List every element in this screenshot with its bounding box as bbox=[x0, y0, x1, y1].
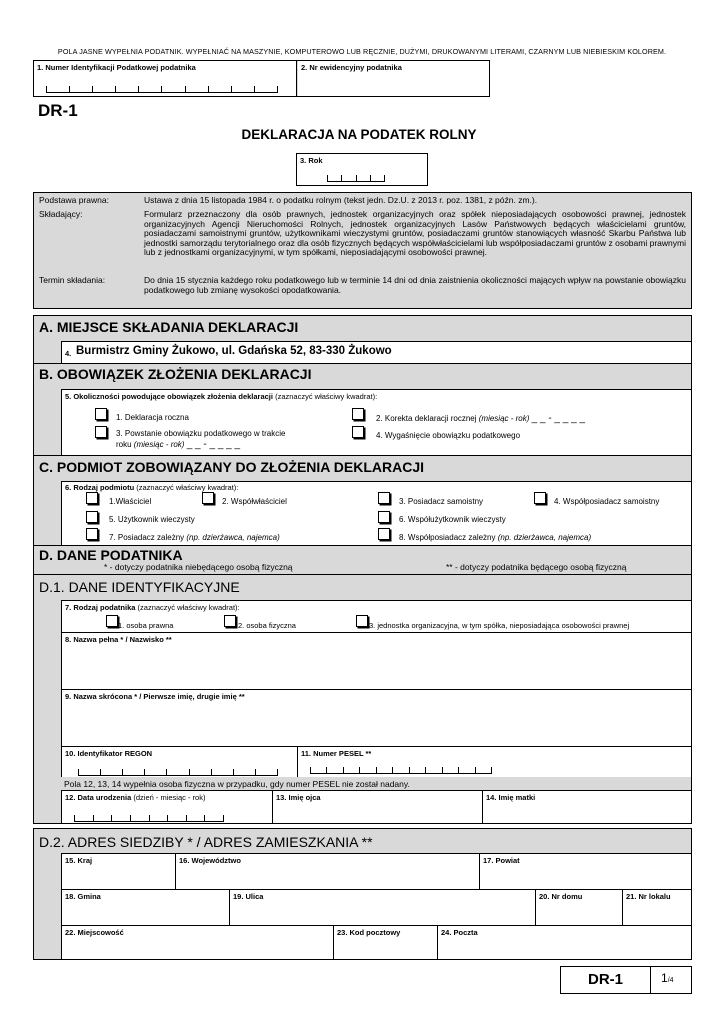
organizational-unit-checkbox[interactable] bbox=[356, 615, 368, 627]
entity-type-hint: (zaznaczyć właściwy kwadrat): bbox=[136, 483, 239, 492]
deadline-label: Termin składania: bbox=[39, 275, 106, 285]
county-field[interactable] bbox=[479, 853, 691, 890]
obligation-start-date-placeholder: _ _ - _ _ _ _ bbox=[186, 439, 241, 450]
dependent-holder-label bbox=[109, 533, 280, 542]
obligation-end-label: 4. Wygaśnięcie obowiązku podatkowego bbox=[376, 431, 521, 440]
section-a-heading: A. MIEJSCE SKŁADANIA DEKLARACJI bbox=[39, 319, 299, 335]
legal-basis-label: Podstawa prawna: bbox=[39, 195, 109, 205]
birth-date-hint: (dzień - miesiąc - rok) bbox=[133, 793, 206, 802]
taxpayer-type-field bbox=[61, 600, 691, 633]
section-d1 bbox=[33, 574, 692, 824]
mother-name-label: 14. Imię matki bbox=[486, 793, 536, 802]
co-perpetual-user-checkbox[interactable] bbox=[378, 511, 390, 523]
voivodeship-label: 16. Województwo bbox=[179, 856, 241, 865]
page-total: /4 bbox=[667, 977, 674, 984]
deadline-text: Do dnia 15 stycznia każdego roku podatkowego lub w terminie 14 dni od dnia zaistnienia okoliczności mających wpływ na powstanie obowiązku podatkowego lub zmianę wysokości opodatkowania. bbox=[144, 275, 686, 295]
natural-person-checkbox[interactable] bbox=[224, 615, 236, 627]
section-c-heading: C. PODMIOT ZOBOWIĄZANY DO ZŁOŻENIA DEKLARACJI bbox=[39, 459, 424, 475]
year-ticks bbox=[327, 175, 385, 182]
evidence-number-label: 2. Nr ewidencyjny podatnika bbox=[301, 63, 402, 72]
nip-field[interactable] bbox=[34, 61, 297, 96]
taxpayer-type-label: 7. Rodzaj podatnika bbox=[65, 603, 136, 612]
dependent-holder-checkbox[interactable] bbox=[86, 528, 98, 540]
perpetual-user-checkbox[interactable] bbox=[86, 511, 98, 523]
commune-field[interactable] bbox=[61, 889, 230, 926]
legal-person-checkbox[interactable] bbox=[106, 615, 118, 627]
owner-checkbox[interactable] bbox=[86, 492, 98, 504]
locality-field[interactable] bbox=[61, 925, 334, 959]
correction-date-placeholder: _ _ - _ _ _ _ bbox=[531, 413, 586, 424]
co-independent-holder-label: 4. Współposiadacz samoistny bbox=[554, 497, 660, 506]
obligation-end-checkbox[interactable] bbox=[352, 426, 364, 438]
co-dependent-holder-label bbox=[399, 533, 591, 542]
postal-code-label: 23. Kod pocztowy bbox=[337, 928, 401, 937]
place-value: Burmistrz Gminy Żukowo, ul. Gdańska 52, 83-330 Żukowo bbox=[76, 345, 392, 357]
co-owner-label: 2. Współwłaściciel bbox=[222, 497, 287, 506]
house-number-field[interactable] bbox=[535, 889, 623, 926]
nip-ticks bbox=[46, 86, 278, 93]
footer-box bbox=[560, 966, 692, 994]
voivodeship-field[interactable] bbox=[175, 853, 480, 890]
full-name-field[interactable] bbox=[61, 632, 691, 690]
legal-entity-note: * - dotyczy podatnika niebędącego osobą fizyczną bbox=[104, 562, 293, 572]
regon-label: 10. Identyfikator REGON bbox=[65, 749, 153, 758]
post-office-field[interactable] bbox=[437, 925, 691, 959]
obligation-start-checkbox[interactable] bbox=[95, 426, 107, 438]
country-label: 15. Kraj bbox=[65, 856, 93, 865]
full-name-label: 8. Nazwa pełna * / Nazwisko ** bbox=[65, 635, 172, 644]
short-name-field[interactable] bbox=[61, 689, 691, 747]
submitter-text: Formularz przeznaczony dla osób prawnych, jednostek organizacyjnych oraz spółek nieposiadających osobowości prawnej, jednostek organizacyjnych Agencji Nieruchomości Rolnych, jednostek organizacyjnych Lasów Państwowych będących właścicielami gruntów, posiadaczami samoistnymi gruntów, użytkownikami wieczystymi gruntów, posiadaczami gruntów stanowiących własność Skarbu Państwa lub jednostki samorządu terytorialnego oraz dla osób fizycznych będących współwłaścicielami lub współposiadaczami gruntów z osobami prawnymi lub z jednostkami organizacyjnymi, w tym spółkami, nieposiadającymi osobowości prawnej. bbox=[144, 209, 686, 258]
entity-type-label: 6. Rodzaj podmiotu bbox=[65, 483, 135, 492]
legal-info bbox=[33, 192, 692, 309]
obligation-start-label bbox=[116, 439, 240, 450]
mother-name-field[interactable] bbox=[482, 790, 691, 823]
header-id-block bbox=[33, 60, 490, 97]
post-office-label: 24. Poczta bbox=[441, 928, 478, 937]
taxpayer-type-hint: (zaznaczyć właściwy kwadrat): bbox=[137, 603, 240, 612]
obligation-field bbox=[61, 389, 691, 455]
form-title: DEKLARACJA NA PODATEK ROLNY bbox=[241, 127, 477, 142]
annual-declaration-label: 1. Deklaracja roczna bbox=[116, 413, 189, 422]
organizational-unit-label: 3. jednostka organizacyjna, w tym spółka, nieposiadająca osobowości prawnej bbox=[369, 621, 630, 630]
short-name-label: 9. Nazwa skrócona * / Pierwsze imię, drugie imię ** bbox=[65, 692, 245, 701]
postal-code-field[interactable] bbox=[333, 925, 438, 959]
regon-field[interactable] bbox=[61, 746, 298, 777]
house-number-label: 20. Nr domu bbox=[539, 892, 583, 901]
section-a bbox=[33, 315, 692, 364]
section-d2-heading: D.2. ADRES SIEDZIBY * / ADRES ZAMIESZKANIA ** bbox=[39, 834, 373, 850]
dependent-holder-hint: (np. dzierżawca, najemca) bbox=[186, 533, 280, 542]
obligation-start-hint: (miesiąc - rok) bbox=[133, 440, 185, 449]
pesel-field[interactable] bbox=[297, 746, 691, 777]
submitter-label: Składający: bbox=[39, 209, 83, 219]
place-number: 4. bbox=[65, 349, 72, 358]
obligation-hint: (zaznaczyć właściwy kwadrat): bbox=[275, 392, 378, 401]
annual-declaration-checkbox[interactable] bbox=[95, 408, 107, 420]
perpetual-user-label: 5. Użytkownik wieczysty bbox=[109, 515, 195, 524]
independent-holder-label: 3. Posiadacz samoistny bbox=[399, 497, 484, 506]
dependent-holder-text: 7. Posiadacz zależny bbox=[109, 533, 185, 542]
regon-ticks bbox=[78, 769, 278, 776]
co-dependent-holder-checkbox[interactable] bbox=[378, 528, 390, 540]
father-name-label: 13. Imię ojca bbox=[276, 793, 321, 802]
co-independent-holder-checkbox[interactable] bbox=[534, 492, 546, 504]
independent-holder-checkbox[interactable] bbox=[378, 492, 390, 504]
evidence-number-field[interactable] bbox=[298, 61, 489, 96]
pesel-label: 11. Numer PESEL ** bbox=[301, 749, 372, 758]
nip-label: 1. Numer Identyfikacji Podatkowej podatnika bbox=[37, 63, 196, 72]
co-perpetual-user-label: 6. Współużytkownik wieczysty bbox=[399, 515, 506, 524]
correction-checkbox[interactable] bbox=[352, 408, 364, 420]
street-field[interactable] bbox=[229, 889, 536, 926]
section-c bbox=[33, 455, 692, 546]
year-block bbox=[296, 153, 428, 186]
locality-label: 22. Miejscowość bbox=[65, 928, 124, 937]
natural-person-label: 2. osoba fizyczna bbox=[238, 621, 296, 630]
page-number bbox=[661, 971, 674, 985]
section-d-heading: D. DANE PODATNIKA bbox=[39, 547, 183, 563]
owner-label: 1.Właściciel bbox=[109, 497, 152, 506]
correction-text: 2. Korekta deklaracji rocznej bbox=[376, 414, 477, 423]
pesel-ticks bbox=[310, 767, 492, 774]
commune-label: 18. Gmina bbox=[65, 892, 101, 901]
section-d2 bbox=[33, 828, 692, 960]
entity-type-field bbox=[61, 481, 691, 545]
section-b-heading: B. OBOWIĄZEK ZŁOŻENIA DEKLARACJI bbox=[39, 366, 312, 382]
form-code: DR-1 bbox=[38, 101, 78, 120]
correction-label bbox=[376, 413, 585, 424]
birth-date-ticks bbox=[74, 815, 224, 822]
apartment-number-label: 21. Nr lokalu bbox=[626, 892, 671, 901]
correction-hint: (miesiąc - rok) bbox=[478, 414, 530, 423]
co-dependent-holder-text: 8. Współposiadacz zależny bbox=[399, 533, 496, 542]
pesel-note: Pola 12, 13, 14 wypełnia osoba fizyczna w przypadku, gdy numer PESEL nie został nadany. bbox=[64, 779, 410, 789]
legal-person-label: 1. osoba prawna bbox=[118, 621, 174, 630]
country-field[interactable] bbox=[61, 853, 176, 890]
section-b bbox=[33, 363, 692, 456]
year-field[interactable] bbox=[297, 154, 427, 185]
section-d bbox=[33, 545, 692, 575]
place-field[interactable] bbox=[61, 341, 691, 363]
section-d1-heading: D.1. DANE IDENTYFIKACYJNE bbox=[39, 579, 240, 595]
obligation-start-text: 3. Powstanie obowiązku podatkowego w trakcie bbox=[116, 429, 286, 438]
co-dependent-holder-hint: (np. dzierżawca, najemca) bbox=[497, 533, 592, 542]
obligation-start-year-word: roku bbox=[116, 440, 132, 449]
obligation-label: 5. Okoliczności powodujące obowiązek złożenia deklaracji bbox=[65, 392, 273, 401]
year-label: 3. Rok bbox=[300, 156, 323, 165]
footer-form-code: DR-1 bbox=[561, 967, 651, 993]
birth-date-field[interactable] bbox=[61, 790, 273, 823]
county-label: 17. Powiat bbox=[483, 856, 520, 865]
apartment-number-field[interactable] bbox=[622, 889, 691, 926]
street-label: 19. Ulica bbox=[233, 892, 264, 901]
natural-person-note: ** - dotyczy podatnika będącego osobą fizyczną bbox=[446, 562, 627, 572]
father-name-field[interactable] bbox=[272, 790, 483, 823]
birth-date-label: 12. Data urodzenia bbox=[65, 793, 132, 802]
legal-basis-text: Ustawa z dnia 15 listopada 1984 r. o podatku rolnym (tekst jedn. Dz.U. z 2013 r. poz. 1381, z późn. zm.). bbox=[144, 195, 538, 205]
fill-instructions: POLA JASNE WYPEŁNIA PODATNIK. WYPEŁNIAĆ NA MASZYNIE, KOMPUTEROWO LUB RĘCZNIE, DUŻYMI, DRUKOWANYMI LITERAMI, CZARNYM LUB NIEBIESKIM KOLOREM. bbox=[57, 47, 667, 56]
co-owner-checkbox[interactable] bbox=[202, 492, 214, 504]
page-current: 1 bbox=[661, 971, 668, 985]
